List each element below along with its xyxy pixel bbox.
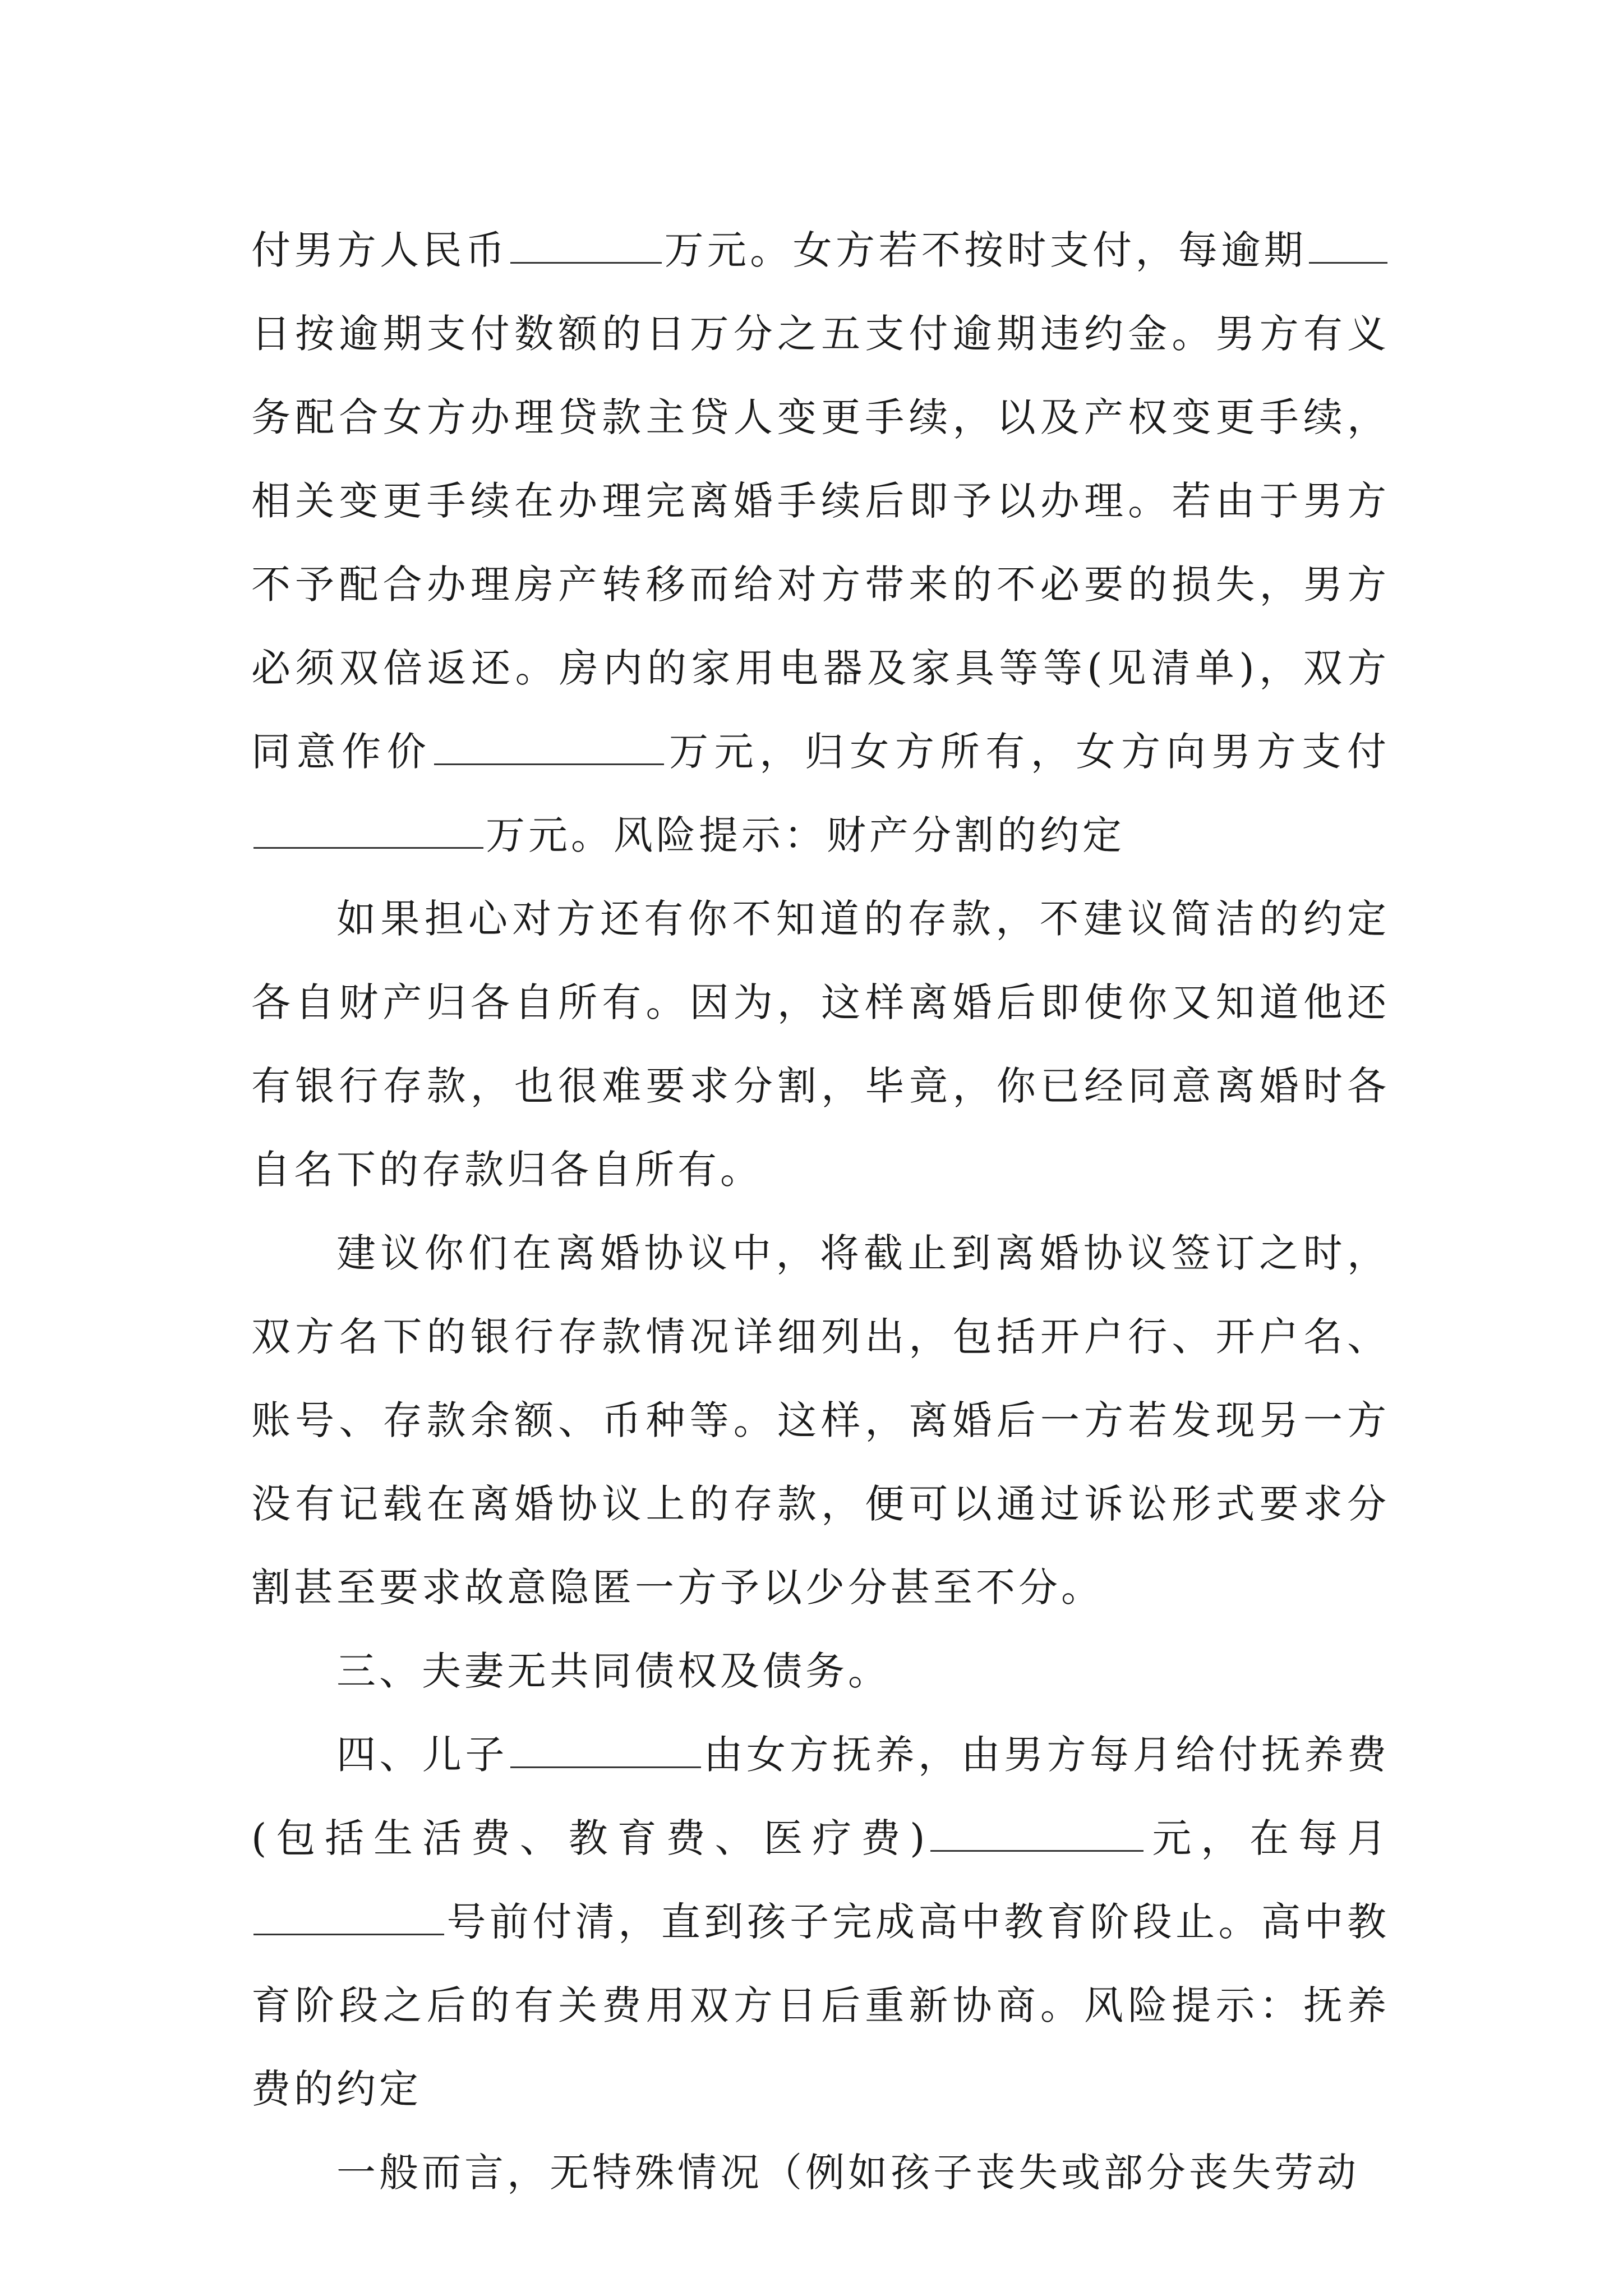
paragraph-text: 万元。风险提示：财产分割的约定 — [486, 812, 1125, 858]
paragraph-p3 — [251, 1212, 1390, 1630]
paragraph-p2 — [251, 877, 1390, 1212]
fill-in-blank — [1309, 221, 1387, 264]
paragraph-p5 — [251, 1713, 1390, 2131]
paragraph-text: 四、儿子 — [336, 1732, 508, 1778]
fill-in-blank — [253, 806, 483, 849]
fill-in-blank — [434, 723, 664, 766]
paragraph-text: 如果担心对方还有你不知道的存款，不建议简洁的约定各自财产归各自所有。因为，这样离婚后即使你又知道他还有银行存款，也很难要求分割，毕竟，你已经同意离婚时各自名下的存款归各自所有。 — [251, 896, 1390, 1193]
paragraph-p1 — [251, 209, 1390, 877]
document-body — [251, 209, 1390, 2215]
fill-in-blank — [253, 1893, 444, 1936]
paragraph-text: 建议你们在离婚协议中，将截止到离婚协议签订之时，双方名下的银行存款情况详细列出，包括开户行、开户名、账号、存款余额、币种等。这样，离婚后一方若发现另一方没有记载在离婚协议上的存款，便可以通过诉讼形式要求分割甚至要求故意隐匿一方予以少分甚至不分。 — [251, 1230, 1390, 1611]
paragraph-text: 元，在每月 — [1146, 1815, 1390, 1861]
paragraph-text: 号前付清，直到孩子完成高中教育阶段止。高中教育阶段之后的有关费用双方日后重新协商。风险提示：抚养费的约定 — [251, 1899, 1390, 2112]
paragraph-text: 日按逾期支付数额的日万分之五支付逾期违约金。男方有义务配合女方办理贷款主贷人变更手续，以及产权变更手续，相关变更手续在办理完离婚手续后即予以办理。若由于男方不予配合办理房产转移而给对方带来的不必要的损失，男方必须双倍返还。房内的家用电器及家具等等(见清单)，双方同意作价 — [251, 311, 1390, 775]
paragraph-text: 万元，归女方所有，女方向男方支付 — [666, 729, 1390, 775]
paragraph-text: 万元。女方若不按时支付，每逾期 — [664, 227, 1307, 273]
paragraph-text: 一般而言，无特殊情况（例如孩子丧失或部分丧失劳动 — [336, 2150, 1359, 2196]
paragraph-p4 — [251, 1630, 1390, 1713]
paragraph-text: 由女方抚养，由男方每月给付抚养费(包括生活费、教育费、医疗费) — [251, 1732, 1390, 1861]
fill-in-blank — [930, 1809, 1144, 1852]
paragraph-text: 付男方人民币 — [251, 227, 509, 273]
paragraph-p6 — [251, 2131, 1390, 2215]
fill-in-blank — [510, 1726, 701, 1769]
paragraph-text: 三、夫妻无共同债权及债务。 — [336, 1648, 891, 1694]
fill-in-blank — [510, 221, 662, 264]
